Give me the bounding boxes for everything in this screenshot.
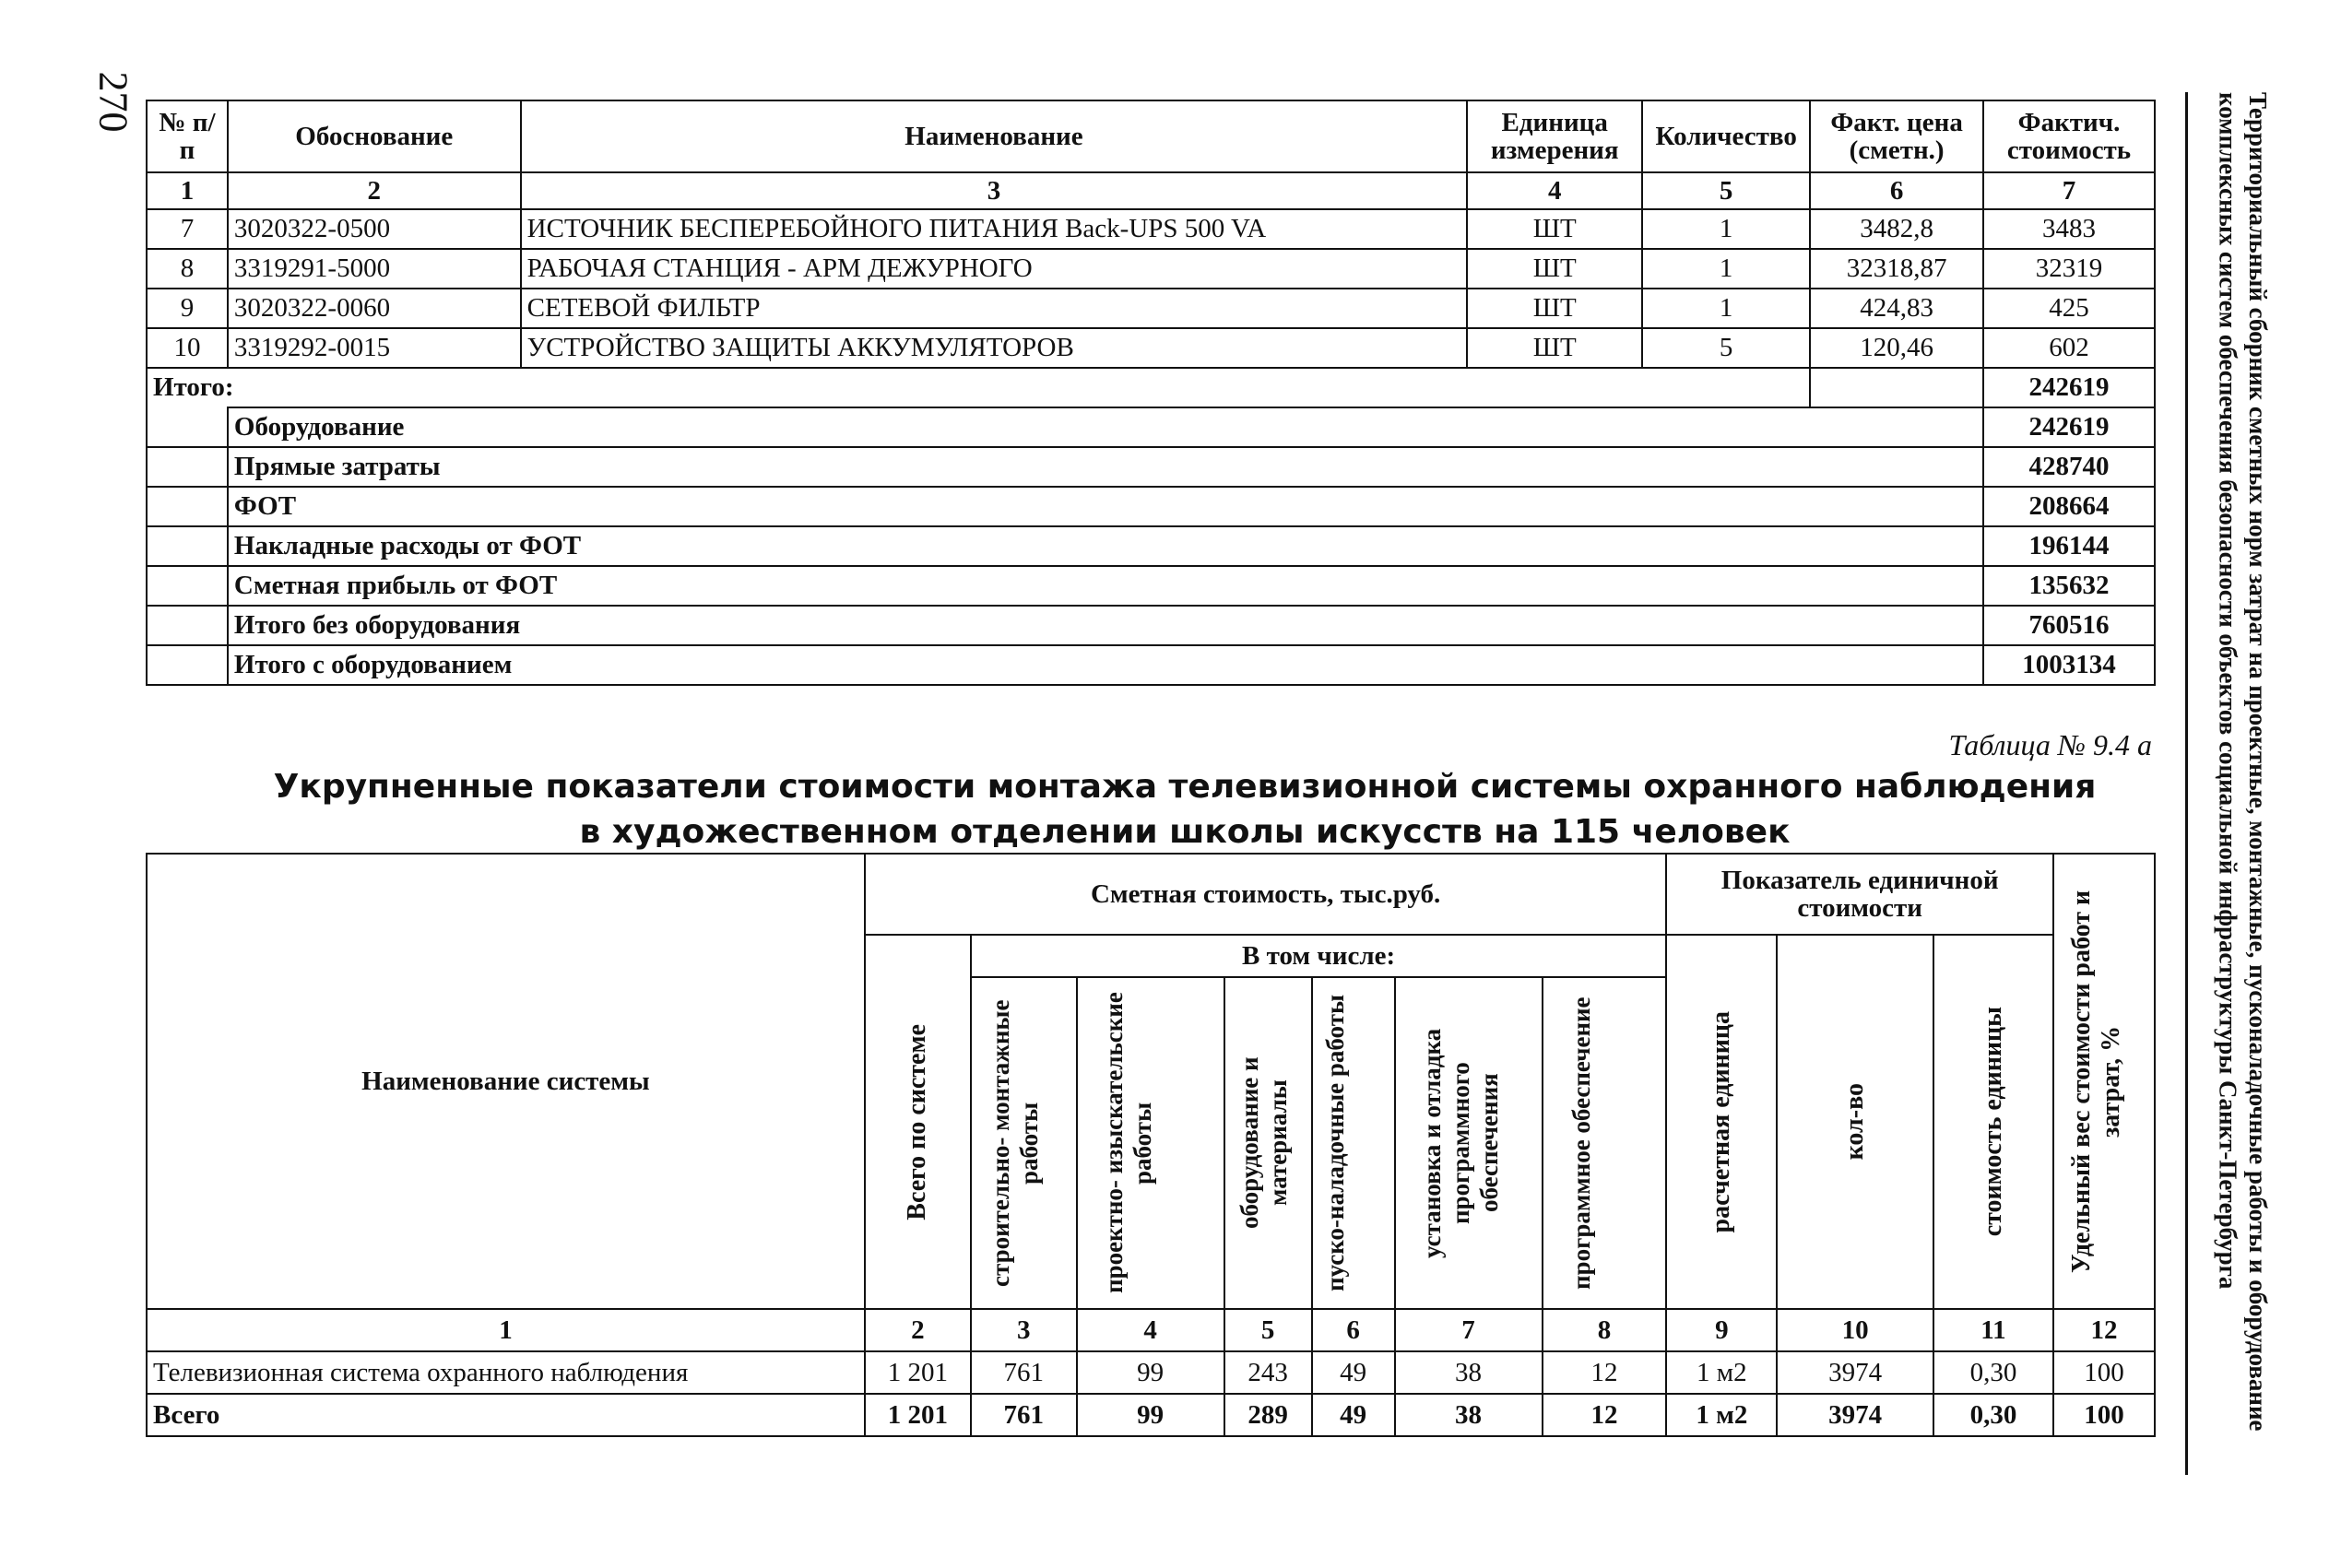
col-number: 10 [1777, 1309, 1933, 1351]
system-name: Всего [147, 1394, 865, 1436]
cell-design: 99 [1077, 1394, 1224, 1436]
row-num: 10 [147, 328, 228, 368]
summary-value: 1003134 [1983, 645, 2155, 685]
summary-label: Итого без оборудования [228, 606, 1983, 645]
row-qty: 1 [1642, 209, 1810, 249]
th-equipment [1224, 977, 1312, 1309]
cell-calc-unit: 1 м2 [1666, 1351, 1777, 1394]
col-number: 5 [1224, 1309, 1312, 1351]
col-number: 4 [1077, 1309, 1224, 1351]
table-row [147, 289, 2155, 328]
cell-equipment: 243 [1224, 1351, 1312, 1394]
section-title [148, 765, 2222, 855]
th-construction-text: строительно- монтажные работы [987, 999, 1044, 1287]
th-total-text: Всего по системе [903, 1023, 932, 1220]
summary-indent [147, 447, 228, 487]
th-qty: Количество [1642, 100, 1810, 172]
row-qty: 1 [1642, 249, 1810, 289]
cell-commissioning: 49 [1312, 1351, 1395, 1394]
table-row [147, 249, 2155, 289]
row-unit: ШТ [1467, 328, 1642, 368]
col-number: 1 [147, 1309, 865, 1351]
cost-indicators-table [146, 853, 2156, 1437]
row-code: 3319291-5000 [228, 249, 521, 289]
col-number: 11 [1933, 1309, 2053, 1351]
summary-indent [147, 407, 228, 447]
col-number: 1 [147, 172, 228, 209]
row-cost: 32319 [1983, 249, 2155, 289]
col-number: 6 [1312, 1309, 1395, 1351]
summary-label: Итого с оборудованием [228, 645, 1983, 685]
table-row [147, 328, 2155, 368]
summary-row [147, 487, 2155, 526]
row-num: 8 [147, 249, 228, 289]
cell-unit-cost: 0,30 [1933, 1394, 2053, 1436]
col-number: 12 [2053, 1309, 2155, 1351]
th-equipment-text: оборудование и материалы [1236, 1056, 1293, 1230]
col-number: 5 [1642, 172, 1810, 209]
cell-software-setup: 38 [1395, 1394, 1543, 1436]
th-unit-cost-text: стоимость единицы [1978, 1007, 2007, 1237]
summary-row [147, 645, 2155, 685]
row-price: 424,83 [1810, 289, 1983, 328]
summary-value: 135632 [1983, 566, 2155, 606]
row-qty: 1 [1642, 289, 1810, 328]
th-including: В том числе: [971, 935, 1667, 977]
col-number: 6 [1810, 172, 1983, 209]
total-row [147, 368, 2155, 407]
section-title-line-1: Укрупненные показатели стоимости монтажа телевизионной системы охранного наблюдения [273, 768, 2097, 806]
th-software-setup-text: установка и отладка программного обеспечения [1417, 1028, 1503, 1258]
th-share [2053, 854, 2155, 1309]
row-cost: 425 [1983, 289, 2155, 328]
th-software-text: программное обеспечение [1567, 996, 1595, 1290]
row-cost: 3483 [1983, 209, 2155, 249]
row-cost: 602 [1983, 328, 2155, 368]
summary-indent [147, 645, 228, 685]
cell-design: 99 [1077, 1351, 1224, 1394]
summary-label: Накладные расходы от ФОТ [228, 526, 1983, 566]
row-qty: 5 [1642, 328, 1810, 368]
cell-construction: 761 [971, 1394, 1077, 1436]
cell-count: 3974 [1777, 1351, 1933, 1394]
table-total-row [147, 1394, 2155, 1436]
row-price: 32318,87 [1810, 249, 1983, 289]
summary-value: 196144 [1983, 526, 2155, 566]
th-design-text: проектно- изыскательские работы [1099, 992, 1156, 1294]
summary-label: Сметная прибыль от ФОТ [228, 566, 1983, 606]
summary-row [147, 407, 2155, 447]
summary-value: 208664 [1983, 487, 2155, 526]
summary-value: 428740 [1983, 447, 2155, 487]
summary-indent [147, 487, 228, 526]
th-software [1543, 977, 1667, 1309]
table-caption: Таблица № 9.4 а [1948, 728, 2152, 761]
row-name: СЕТЕВОЙ ФИЛЬТР [521, 289, 1468, 328]
th-unit-cost-group: Показатель единичной стоимости [1666, 854, 2053, 935]
section-title-line-2: в художественном отделении школы искусств на 115 человек [579, 812, 1791, 851]
row-price: 3482,8 [1810, 209, 1983, 249]
col-number: 7 [1395, 1309, 1543, 1351]
side-running-title [2213, 92, 2287, 1438]
col-number: 4 [1467, 172, 1642, 209]
summary-row [147, 447, 2155, 487]
row-code: 3020322-0500 [228, 209, 521, 249]
th-cost: Фактич. стоимость [1983, 100, 2155, 172]
system-name: Телевизионная система охранного наблюдения [147, 1351, 865, 1394]
table-row [147, 1351, 2155, 1394]
row-name: УСТРОЙСТВО ЗАЩИТЫ АККУМУЛЯТОРОВ [521, 328, 1468, 368]
row-name: РАБОЧАЯ СТАНЦИЯ - АРМ ДЕЖУРНОГО [521, 249, 1468, 289]
cell-commissioning: 49 [1312, 1394, 1395, 1436]
side-title-text: Территориальный сборник сметных норм затрат на проектные, монтажные, пусконаладочные работы и оборудование комплексных систем обеспечения безопасности объектов социальной инфраструктуры Санкт-Петербурга [2214, 92, 2272, 1432]
page-number: 270 [90, 71, 136, 133]
summary-label: Прямые затраты [228, 447, 1983, 487]
cell-software: 12 [1543, 1394, 1667, 1436]
th-basis: Обоснование [228, 100, 521, 172]
th-calc-unit-text: расчетная единица [1707, 1010, 1736, 1233]
cell-total: 1 201 [865, 1351, 971, 1394]
th-commissioning [1312, 977, 1395, 1309]
th-name: Наименование [521, 100, 1468, 172]
th-software-setup [1395, 977, 1543, 1309]
col-number: 2 [228, 172, 521, 209]
col-number: 3 [521, 172, 1468, 209]
cell-equipment: 289 [1224, 1394, 1312, 1436]
th-design [1077, 977, 1224, 1309]
th-total [865, 935, 971, 1309]
total-empty-cell [1810, 368, 1983, 407]
row-num: 7 [147, 209, 228, 249]
col-number: 7 [1983, 172, 2155, 209]
row-code: 3020322-0060 [228, 289, 521, 328]
row-unit: ШТ [1467, 249, 1642, 289]
summary-row [147, 566, 2155, 606]
summary-indent [147, 606, 228, 645]
th-price: Факт. цена (сметн.) [1810, 100, 1983, 172]
cell-count: 3974 [1777, 1394, 1933, 1436]
col-number: 8 [1543, 1309, 1667, 1351]
th-count [1777, 935, 1933, 1309]
th-num: № п/п [147, 100, 228, 172]
th-construction [971, 977, 1077, 1309]
row-price: 120,46 [1810, 328, 1983, 368]
summary-indent [147, 526, 228, 566]
col-number: 3 [971, 1309, 1077, 1351]
row-unit: ШТ [1467, 209, 1642, 249]
th-calc-unit [1666, 935, 1777, 1309]
cell-software-setup: 38 [1395, 1351, 1543, 1394]
cell-share: 100 [2053, 1351, 2155, 1394]
col-number: 2 [865, 1309, 971, 1351]
equipment-table [146, 100, 2156, 686]
summary-value: 242619 [1983, 407, 2155, 447]
row-unit: ШТ [1467, 289, 1642, 328]
row-num: 9 [147, 289, 228, 328]
summary-label: Оборудование [228, 407, 1983, 447]
th-count-text: кол-во [1840, 1083, 1870, 1161]
summary-indent [147, 566, 228, 606]
total-label: Итого: [147, 368, 1810, 407]
cell-total: 1 201 [865, 1394, 971, 1436]
row-code: 3319292-0015 [228, 328, 521, 368]
cell-construction: 761 [971, 1351, 1077, 1394]
summary-value: 760516 [1983, 606, 2155, 645]
th-share-text: Удельный вес стоимости работ и затрат, % [2066, 890, 2126, 1273]
col-number: 9 [1666, 1309, 1777, 1351]
summary-label: ФОТ [228, 487, 1983, 526]
cell-software: 12 [1543, 1351, 1667, 1394]
th-system-name: Наименование системы [147, 854, 865, 1309]
th-unit: Единица измерения [1467, 100, 1642, 172]
th-unit-cost [1933, 935, 2053, 1309]
row-name: ИСТОЧНИК БЕСПЕРЕБОЙНОГО ПИТАНИЯ Back-UPS 500 VA [521, 209, 1468, 249]
th-commissioning-text: пуско-наладочные работы [1320, 994, 1349, 1292]
cell-share: 100 [2053, 1394, 2155, 1436]
cell-calc-unit: 1 м2 [1666, 1394, 1777, 1436]
summary-row [147, 606, 2155, 645]
table-row [147, 209, 2155, 249]
th-estimated-cost: Сметная стоимость, тыс.руб. [865, 854, 1667, 935]
total-value: 242619 [1983, 368, 2155, 407]
cell-unit-cost: 0,30 [1933, 1351, 2053, 1394]
summary-row [147, 526, 2155, 566]
